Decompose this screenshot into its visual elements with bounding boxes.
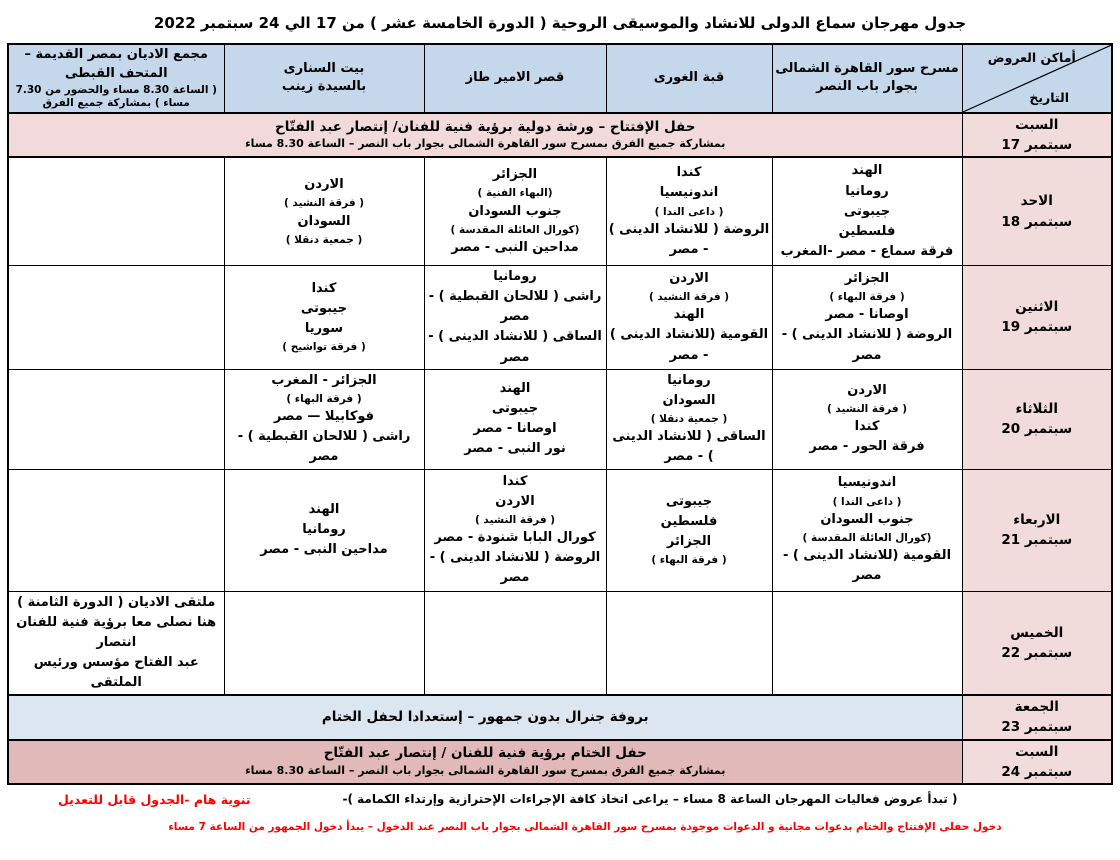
date-number: 24 سبتمبر — [1001, 763, 1073, 780]
banner-line: بمشاركة جميع الفرق بمسرح سور القاهرة الشمالى بجوار باب النصر – الساعة 8.30 مساء — [245, 137, 726, 151]
performer-line: كندا — [311, 280, 337, 296]
performer-line: فلسطين — [838, 223, 896, 239]
performer-line: ( فرقة البهاء ) — [829, 291, 905, 304]
performer-line: الجزائر — [492, 167, 538, 183]
performer-line: جيبوتى — [300, 301, 348, 317]
schedule-cell-bayt-alsennari — [224, 157, 424, 265]
performer-line: ( فرقة البهاء ) — [286, 392, 362, 405]
date-number: 19 سبتمبر — [1001, 319, 1073, 336]
date-number: 17 سبتمبر — [1001, 137, 1073, 154]
performer-line: ( فرقة النشيد ) — [283, 197, 365, 210]
performer-line: نور النبى - مصر — [464, 441, 566, 457]
performer-line: رومانيا — [667, 372, 711, 388]
banner-line: حفل الختام برؤية فنية للفنان / إنتصار عبد الفتّاح — [323, 745, 647, 762]
performer-line: الروضة ( للانشاد الدينى ) - مصر — [608, 221, 770, 257]
date-day: السبت — [1015, 743, 1059, 760]
schedule-cell-qubbat-alghouri — [606, 591, 772, 695]
schedule-row — [8, 740, 1112, 785]
date-cell — [962, 369, 1112, 469]
venue-header-line: مجمع الاديان بمصر القديمة – المتحف القبطى — [24, 47, 208, 81]
performer-line: اندونيسيا — [659, 185, 719, 201]
date-cell — [962, 113, 1112, 158]
schedule-cell-magmaa-aladyan — [8, 469, 224, 591]
schedule-cell-bayt-alsennari — [224, 369, 424, 469]
date-number: 22 سبتمبر — [1001, 644, 1073, 661]
performer-line: ( فرقة تواشيح ) — [282, 341, 366, 354]
performer-line: فرقة الحور - مصر — [809, 439, 925, 455]
banner-line: بمشاركة جميع الفرق بمسرح سور القاهرة الشمالى بجوار باب النصر – الساعة 8.30 مساء — [245, 764, 726, 778]
performer-line: ( فرقة البهاء ) — [651, 554, 727, 567]
performer-line: الهند — [308, 501, 340, 517]
footer-note-black: ( تبدأ عروض فعاليات المهرجان الساعة 8 مساء – يراعى اتخاذ كافة الإجراءات الإحترازية وإرتداء الكمامة )- — [342, 792, 958, 807]
schedule-cell-magmaa-aladyan — [8, 265, 224, 369]
venue-header-bayt-alsennari — [224, 44, 424, 113]
schedule-cell-masrah-bab-elnasr — [772, 469, 962, 591]
schedule-cell-magmaa-aladyan — [8, 369, 224, 469]
corner-cell — [962, 44, 1112, 113]
performer-line: اوصانا - مصر — [825, 307, 909, 323]
performer-line: الاردن — [304, 177, 344, 193]
venue-header-line: مسرح سور القاهرة الشمالى — [775, 60, 959, 76]
performer-line: ( فرقة النشيد ) — [474, 513, 556, 526]
footer-note-red-bottom: دخول حفلى الإفتتاح والختام بدعوات مجانية و الدعوات موجودة بمسرح سور القاهرة الشمالى بجوار باب النصر عند الدخول – يبدأ دخول الجمهور من الساعة 7 مساء — [168, 821, 1002, 834]
performer-line: الساقى ( للانشاد الدينى ) - مصر — [612, 429, 766, 465]
performer-line: فوكابيلا — مصر — [273, 409, 375, 425]
performer-line: ( داعى الندا ) — [832, 495, 902, 508]
schedule-cell-bayt-alsennari — [224, 591, 424, 695]
schedule-cell-qasr-alamir-taz — [424, 469, 606, 591]
performer-line: الهند — [499, 380, 531, 396]
date-cell — [962, 157, 1112, 265]
banner-line: حفل الإفتتاح – ورشة دولية برؤية فنية للفنان/ إنتصار عبد الفتّاح — [275, 118, 696, 135]
schedule-row — [8, 469, 1112, 591]
schedule-row — [8, 157, 1112, 265]
performer-line: راشى ( للالحان القبطية ) - مصر — [428, 289, 602, 325]
schedule-cell-qubbat-alghouri — [606, 157, 772, 265]
festival-schedule-table — [7, 43, 1113, 785]
venue-header-subtext: ( الساعة 8.30 مساء والحضور من 7.30 مساء ) بمشاركة جميع الفرق — [15, 83, 217, 110]
schedule-row — [8, 369, 1112, 469]
performer-line: فرقة سماع - مصر -المغرب — [780, 243, 954, 259]
performer-line: الروضة ( للانشاد الدينى ) - مصر — [781, 327, 953, 363]
date-cell — [962, 469, 1112, 591]
date-day: الاثنين — [1015, 299, 1059, 316]
schedule-cell-bayt-alsennari — [224, 469, 424, 591]
date-cell — [962, 740, 1112, 785]
venue-header-line: قبة الغورى — [653, 70, 725, 86]
performer-line: الاردن — [669, 270, 709, 286]
schedule-cell-qasr-alamir-taz — [424, 157, 606, 265]
performer-line: هنا نصلى معا برؤية فنية للفنان انتصار — [16, 614, 217, 650]
banner-cell — [8, 695, 962, 740]
performer-line: مداحين النبى - مصر — [260, 542, 388, 558]
date-day: الثلاثاء — [1015, 400, 1058, 417]
date-number: 21 سبتمبر — [1001, 532, 1073, 548]
date-day: السبت — [1015, 116, 1059, 133]
date-day: الاحد — [1020, 193, 1053, 210]
performer-line: رومانيا — [493, 268, 537, 284]
schedule-cell-magmaa-aladyan — [8, 591, 224, 695]
performer-line: ( فرقة النشيد ) — [826, 402, 908, 415]
footer-notes — [0, 790, 1120, 860]
venue-header-masrah-bab-elnasr — [772, 44, 962, 113]
schedule-cell-bayt-alsennari — [224, 265, 424, 369]
schedule-row — [8, 695, 1112, 740]
performer-line: كندا — [676, 165, 702, 181]
date-number: 23 سبتمبر — [1001, 719, 1073, 736]
venue-header-line: قصر الامير طاز — [465, 70, 565, 86]
banner-line: بروفة جنرال بدون جمهور – إستعدادا لحفل الختام — [321, 709, 649, 725]
performer-line: ملتقى الاديان ( الدورة الثامنة ) — [17, 594, 216, 610]
venue-header-magmaa-aladyan — [8, 44, 224, 113]
venue-header-line: بجوار باب النصر — [816, 79, 918, 95]
performer-line: (كورال العائلة المقدسة ) — [450, 223, 580, 236]
performer-line: كورال البابا شنودة - مصر — [434, 530, 596, 546]
performer-line: ( فرقة النشيد ) — [648, 291, 730, 304]
performer-line: جنوب السودان — [820, 511, 914, 527]
performer-line: راشى ( للالحان القبطية ) - مصر — [237, 429, 411, 465]
performer-line: جنوب السودان — [468, 203, 562, 219]
schedule-cell-qubbat-alghouri — [606, 265, 772, 369]
banner-cell — [8, 113, 962, 158]
performer-line: (كورال العائلة المقدسة ) — [802, 532, 932, 544]
performer-line: القومية (للانشاد الدينى ) - مصر — [782, 548, 952, 584]
performer-line: (البهاء الفنية ) — [477, 187, 553, 200]
corner-label-date: التاريخ — [1029, 89, 1069, 105]
performer-line: الجزائر — [666, 533, 712, 549]
schedule-cell-masrah-bab-elnasr — [772, 265, 962, 369]
performer-line: الروضة ( للانشاد الدينى ) - مصر — [429, 550, 601, 586]
schedule-cell-qubbat-alghouri — [606, 469, 772, 591]
schedule-cell-masrah-bab-elnasr — [772, 591, 962, 695]
performer-line: الاردن — [847, 382, 887, 398]
performer-line: السودان — [297, 213, 351, 229]
schedule-cell-masrah-bab-elnasr — [772, 157, 962, 265]
date-day: الجمعة — [1014, 699, 1059, 716]
schedule-cell-qasr-alamir-taz — [424, 369, 606, 469]
performer-line: ( جمعية دنقلا ) — [285, 233, 363, 246]
performer-line: الهند — [851, 163, 883, 179]
date-cell — [962, 265, 1112, 369]
schedule-cell-masrah-bab-elnasr — [772, 369, 962, 469]
date-number: 20 سبتمبر — [1001, 421, 1073, 438]
venue-header-qasr-alamir-taz — [424, 44, 606, 113]
performer-line: اوصانا - مصر — [473, 421, 557, 437]
performer-line: الساقى ( للانشاد الدينى ) - مصر — [428, 329, 602, 365]
banner-cell — [8, 740, 962, 785]
schedule-cell-qubbat-alghouri — [606, 369, 772, 469]
schedule-cell-qasr-alamir-taz — [424, 591, 606, 695]
performer-line: الهند — [673, 307, 705, 323]
performer-line: جيبوتى — [843, 203, 891, 219]
performer-line: اندونيسيا — [837, 475, 897, 491]
date-cell — [962, 695, 1112, 740]
performer-line: جيبوتى — [665, 493, 713, 509]
performer-line: مداحين النبى - مصر — [451, 240, 579, 256]
date-cell — [962, 591, 1112, 695]
schedule-row — [8, 113, 1112, 158]
date-day: الاربعاء — [1013, 511, 1061, 528]
performer-line: ( جمعية دنقلا ) — [650, 412, 728, 425]
venue-header-qubbat-alghouri — [606, 44, 772, 113]
schedule-row — [8, 591, 1112, 695]
venue-header-line: بيت السنارى — [283, 60, 365, 76]
performer-line: عبد الفتاح مؤسس ورئيس الملتقى — [33, 654, 199, 691]
performer-line: رومانيا — [302, 521, 346, 537]
page-title: جدول مهرجان سماع الدولى للانشاد والموسيقى الروحية ( الدورة الخامسة عشر ) من 17 الي 24 سبتمبر 2022 — [153, 14, 967, 32]
performer-line: فلسطين — [660, 513, 718, 529]
corner-label-venues: أماكن العروض — [987, 50, 1076, 65]
venue-header-line: بالسيدة زينب — [281, 79, 367, 95]
date-day: الخميس — [1010, 624, 1064, 641]
performer-line: الجزائر — [844, 270, 890, 286]
performer-line: ( داعى الندا ) — [654, 205, 724, 218]
schedule-row — [8, 265, 1112, 369]
performer-line: رومانيا — [845, 183, 889, 199]
performer-line: كندا — [854, 419, 880, 435]
performer-line: سوريا — [304, 321, 344, 337]
date-number: 18 سبتمبر — [1001, 213, 1073, 230]
schedule-cell-qasr-alamir-taz — [424, 265, 606, 369]
performer-line: القومية (للانشاد الدينى ) - مصر — [609, 327, 769, 363]
performer-line: الاردن — [495, 493, 535, 509]
performer-line: السودان — [662, 392, 716, 408]
performer-line: جيبوتى — [491, 400, 539, 416]
performer-line: كندا — [502, 473, 528, 489]
footer-note-red-side: تنوية هام -الجدول قابل للتعديل — [58, 792, 251, 808]
schedule-cell-magmaa-aladyan — [8, 157, 224, 265]
performer-line: الجزائر - المغرب — [271, 372, 377, 388]
venue-header-row — [8, 44, 1112, 113]
